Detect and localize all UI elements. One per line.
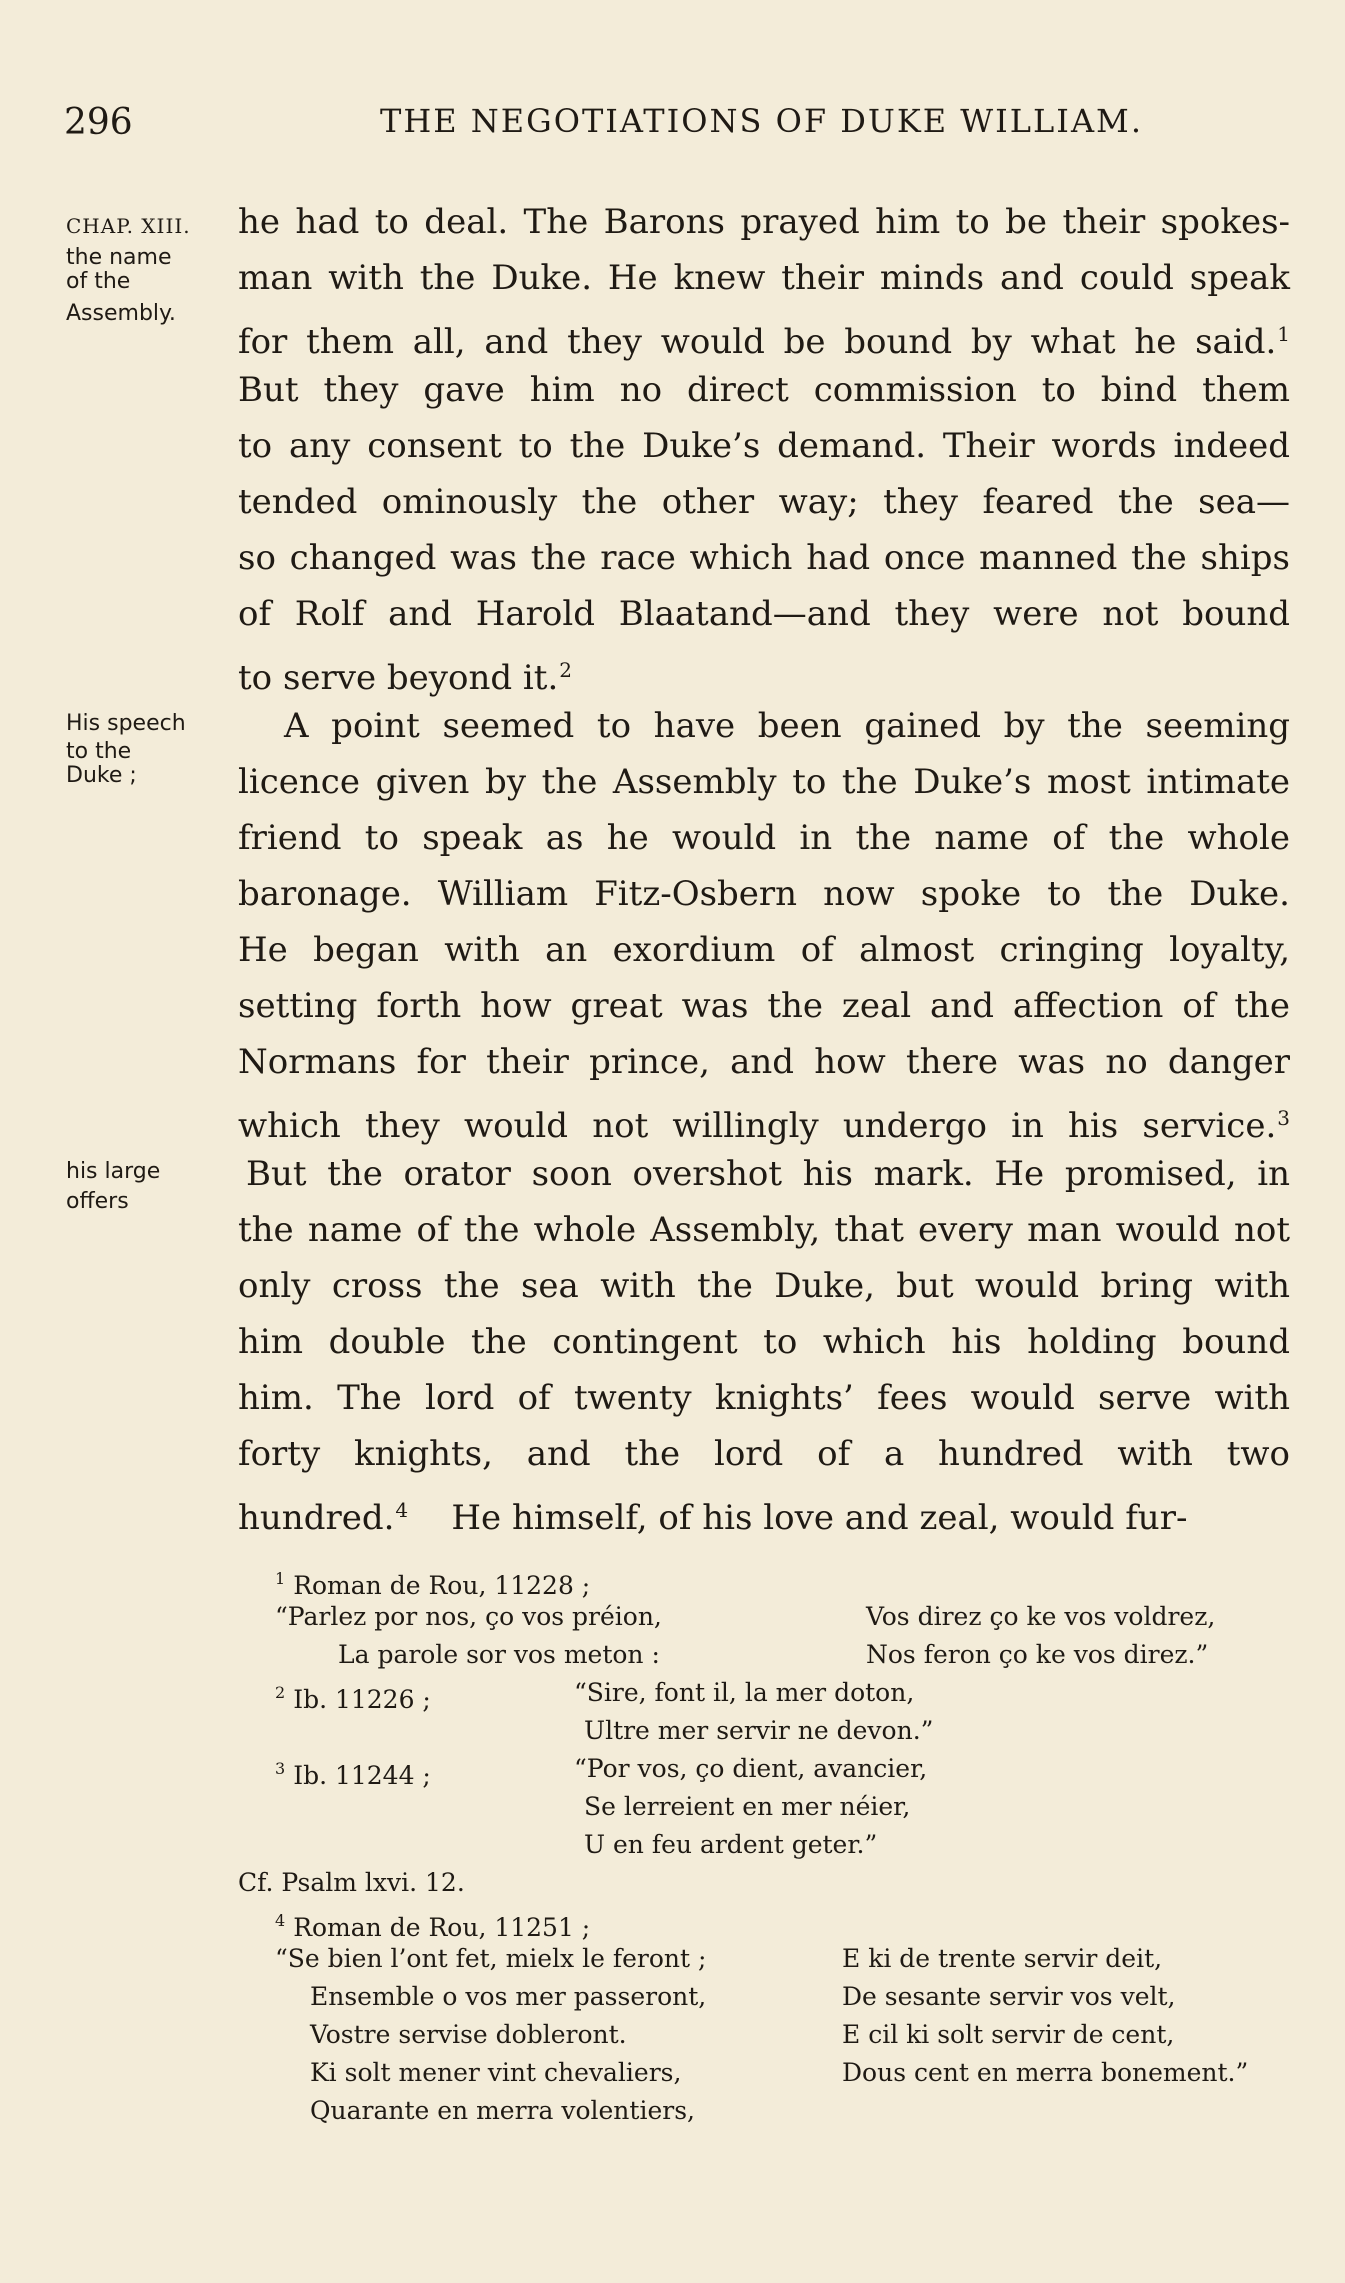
- footnote-3-cf: Cf. Psalm lxvi. 12.: [238, 1868, 465, 1897]
- body-text: [238, 194, 1290, 1538]
- body-line: [238, 1314, 1290, 1370]
- footnote-1-verse: “Parlez por nos, ço vos préion,: [275, 1602, 662, 1631]
- body-line: [238, 1426, 1290, 1482]
- body-line: [238, 530, 1290, 586]
- line-text: only cross the sea with the Duke, but would bring with: [238, 1266, 1290, 1306]
- footnote-text: Ib. 11226 ;: [293, 1685, 431, 1714]
- body-line: [238, 978, 1290, 1034]
- body-line: [238, 698, 1290, 754]
- margin-note-line: His speech: [66, 711, 186, 736]
- footnote-1-verse: Nos feron ço ke vos direz.”: [866, 1640, 1209, 1669]
- body-line: [238, 418, 1290, 474]
- line-text: baronage. William Fitz-Osbern now spoke to the Duke.: [238, 874, 1290, 914]
- footnote-1-verse: La parole sor vos meton :: [338, 1640, 660, 1669]
- footnote-marker[interactable]: 1: [1277, 322, 1290, 346]
- footnote-4-verse: Ensemble o vos mer passeront,: [310, 1982, 707, 2011]
- footnote-marker[interactable]: 2: [559, 658, 573, 682]
- body-line: [238, 1202, 1290, 1258]
- line-text: him double the contingent to which his holding bound: [238, 1322, 1290, 1362]
- line-text: him. The lord of twenty knights’ fees would serve with: [238, 1378, 1290, 1418]
- line-text: so changed was the race which had once manned the ships: [238, 538, 1290, 578]
- body-line: [238, 810, 1290, 866]
- page-number: 296: [64, 102, 133, 143]
- footnote-4-verse: Vostre servise dobleront.: [310, 2020, 627, 2049]
- margin-note-line: Assembly.: [66, 301, 176, 326]
- footnote-marker[interactable]: 3: [1277, 1106, 1290, 1130]
- footnote-4-verse: Dous cent en merra bonement.”: [842, 2058, 1249, 2087]
- line-text: friend to speak as he would in the name of the whole: [238, 818, 1290, 858]
- body-line: [238, 250, 1290, 306]
- footnote-2-verse: “Sire, font il, la mer doton,: [574, 1678, 915, 1707]
- footnote-2-ref: [275, 1674, 431, 1719]
- line-text: licence given by the Assembly to the Duke’s most intimate: [238, 762, 1290, 802]
- footnote-4-verse: “Se bien l’ont fet, mielx le feront ;: [275, 1944, 707, 1973]
- body-line: [238, 1258, 1290, 1314]
- line-text: setting forth how great was the zeal and affection of the: [238, 986, 1290, 1026]
- running-title: THE NEGOTIATIONS OF DUKE WILLIAM.: [380, 102, 1143, 140]
- body-line: [238, 1146, 1290, 1202]
- footnote-text: Ib. 11244 ;: [293, 1761, 431, 1790]
- margin-note-line: offers: [66, 1189, 129, 1214]
- footnote-4-verse: E cil ki solt servir de cent,: [842, 2020, 1175, 2049]
- body-line: [238, 1034, 1290, 1090]
- body-line: [238, 1482, 1290, 1538]
- footnote-number: 1: [275, 1569, 286, 1588]
- footnote-text: Roman de Rou, 11251 ;: [293, 1913, 591, 1942]
- line-text: forty knights, and the lord of a hundred with two: [238, 1434, 1290, 1474]
- body-line: [238, 866, 1290, 922]
- footnote-number: 4: [275, 1911, 286, 1930]
- footnote-3-verse: “Por vos, ço dient, avancier,: [574, 1754, 928, 1783]
- margin-note-line: his large: [66, 1159, 161, 1184]
- line-text: hundred.: [238, 1498, 395, 1538]
- footnote-marker[interactable]: 4: [395, 1498, 409, 1522]
- footnote-4-verse: De sesante servir vos velt,: [842, 1982, 1176, 2011]
- line-text: He began with an exordium of almost cringing loyalty,: [238, 930, 1290, 970]
- line-text: the name of the whole Assembly, that every man would not: [238, 1210, 1290, 1250]
- body-line: [238, 922, 1290, 978]
- line-text: to any consent to the Duke’s demand. Their words indeed: [238, 426, 1290, 466]
- footnote-3-verse: Se lerreient en mer néier,: [584, 1792, 911, 1821]
- footnote-1-verse: Vos direz ço ke vos voldrez,: [866, 1602, 1216, 1631]
- line-text: man with the Duke. He knew their minds and could speak: [238, 258, 1290, 298]
- chapter-label: CHAP. XIII.: [66, 214, 191, 238]
- running-head: [0, 102, 1345, 152]
- margin-note-line: Duke ;: [66, 763, 137, 788]
- line-text: he had to deal. The Barons prayed him to be their spokes-: [238, 202, 1290, 242]
- line-text: to serve beyond it.: [238, 658, 559, 698]
- margin-note-line: to the: [66, 739, 132, 764]
- footnote-4-verse: E ki de trente servir deit,: [842, 1944, 1163, 1973]
- body-line: [238, 642, 1290, 698]
- footnote-4-verse: Ki solt mener vint chevaliers,: [310, 2058, 682, 2087]
- line-text: tended ominously the other way; they feared the sea—: [238, 482, 1290, 522]
- footnote-number: 3: [275, 1759, 286, 1778]
- margin-note-line: of the: [66, 269, 131, 294]
- line-text: of Rolf and Harold Blaatand—and they were not bound: [238, 594, 1290, 634]
- body-line: [238, 194, 1290, 250]
- margin-note-line: the name: [66, 245, 172, 270]
- body-line: [238, 754, 1290, 810]
- margin-note-his-speech: [66, 712, 236, 788]
- footnote-text: Roman de Rou, 11228 ;: [293, 1571, 591, 1600]
- line-text: But they gave him no direct commission to bind them: [238, 370, 1290, 410]
- line-text: He himself, of his love and zeal, would fur-: [451, 1498, 1188, 1538]
- line-text: which they would not willingly undergo in his service.: [238, 1106, 1277, 1146]
- line-text: Normans for their prince, and how there was no danger: [238, 1042, 1290, 1082]
- body-line: [238, 362, 1290, 418]
- footnote-3-ref: [275, 1750, 431, 1795]
- footnote-2-verse: Ultre mer servir ne devon.”: [584, 1716, 934, 1745]
- line-text: But the orator soon overshot his mark. He promised, in: [246, 1154, 1290, 1194]
- body-line: [238, 1090, 1290, 1146]
- body-line: [238, 474, 1290, 530]
- footnote-4-verse: Quarante en merra volentiers,: [310, 2096, 695, 2125]
- line-text: A point seemed to have been gained by the seeming: [284, 706, 1290, 746]
- footnote-3-verse: U en feu ardent geter.”: [584, 1830, 878, 1859]
- body-line: [238, 306, 1290, 362]
- body-line: [238, 1370, 1290, 1426]
- body-line: [238, 586, 1290, 642]
- line-text: for them all, and they would be bound by what he said.: [238, 322, 1277, 362]
- margin-note-name-of-assembly: [66, 214, 236, 326]
- margin-note-large-offers: [66, 1160, 236, 1214]
- footnote-number: 2: [275, 1683, 286, 1702]
